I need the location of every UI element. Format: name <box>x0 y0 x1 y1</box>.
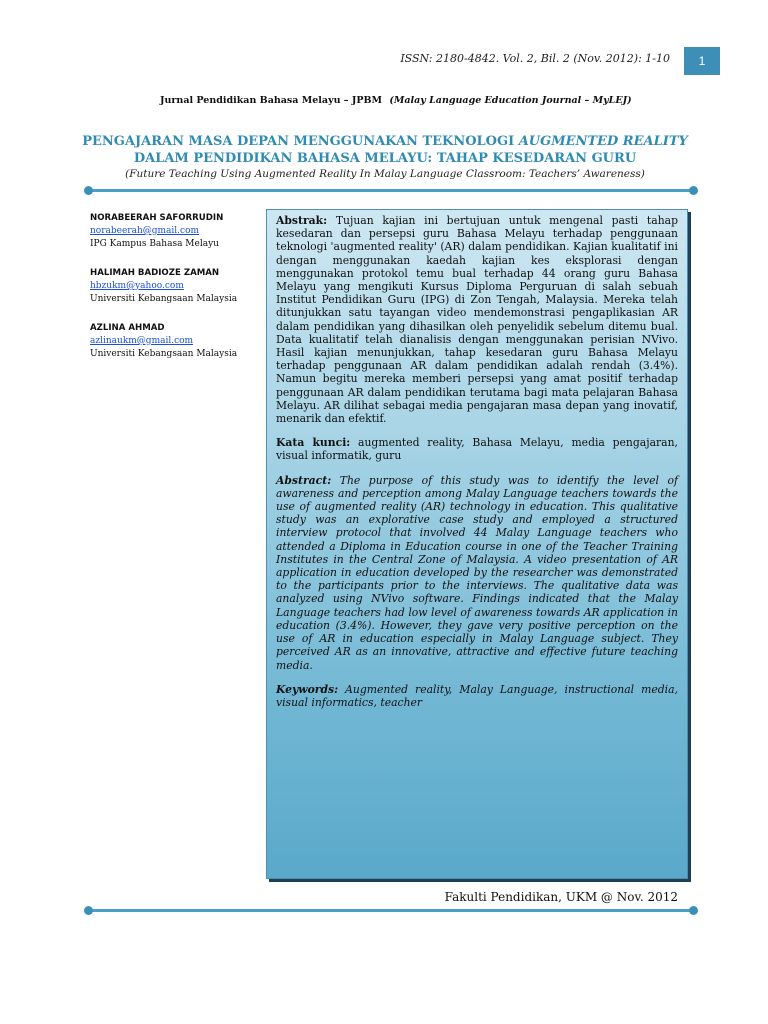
keywords-en-text: Augmented reality, Malay Language, instructional media, visual informatics, teacher <box>276 682 678 709</box>
author-email-link[interactable]: azlinaukm@gmail.com <box>90 336 194 346</box>
title-line-1 <box>60 133 710 150</box>
author-affiliation: Universiti Kebangsaan Malaysia <box>90 349 238 359</box>
footer-text: Fakulti Pendidikan, UKM @ Nov. 2012 <box>444 890 678 904</box>
abstract-ms-text: Tujuan kajian ini bertujuan untuk mengenal pasti tahap kesedaran dan persepsi guru Bahasa Melayu terhadap penggunaan teknologi 'augmented reality' (AR) dalam pendidikan. Kajian kualitatif ini dengan menggunakan kaedah kajian kes eksplorasi dengan menggunakan protokol temu bual terhadap 44 orang guru Bahasa Melayu yang mengikuti Kursus Diploma Perguruan di salah sebuah Institut Pendidikan Guru (IPG) di Zon Tengah, Malaysia. Mereka telah ditunjukkan satu tayangan video mendemonstrasi pengaplikasian AR dalam pendidikan yang dihasilkan oleh penyelidik sebelum ditemu bual. Data kualitatif telah dianalisis dengan menggunakan perisian NVivo. Hasil kajian menunjukkan, tahap kesedaran guru Bahasa Melayu terhadap penggunaan AR dalam pendidikan adalah rendah (3.4%). Namun begitu mereka memberi persepsi yang amat positif terhadap penggunaan AR dalam pendidikan terutama bagi mata pelajaran Bahasa Melayu. AR dilihat sebagai media pengajaran masa depan yang inovatif, menarik dan efektif. <box>276 214 678 426</box>
paper-title <box>60 133 710 167</box>
abstract-ms <box>276 214 678 425</box>
author-list <box>90 212 260 377</box>
title-line-1-italic: AUGMENTED REALITY <box>518 134 688 149</box>
abstract-en-text: The purpose of this study was to identify the level of awareness and perception among Malay Language teachers towards the use of augmented reality (AR) technology in education. This qualitative study was an explorative case study and employed a structured interview protocol that involved 44 Malay Language teachers who attended a Diploma in Education course in one of the Teacher Training Institutes in the Central Zone of Malaysia. A video presentation of AR application in education developed by the researcher was demonstrated to the participants prior to the interviews. The qualitative data was analyzed using NVivo software. Findings indicated that the Malay Language teachers had low level of awareness towards AR application in education (3.4%). However, they gave very positive perception on the use of AR in education especially in Malay Language subject. They perceived AR as an innovative, attractive and effective future teaching media. <box>276 473 678 672</box>
author-block <box>90 212 260 251</box>
keywords-ms-label: Kata kunci: <box>276 436 351 450</box>
abstract-en <box>276 474 678 672</box>
author-affiliation: IPG Kampus Bahasa Melayu <box>90 239 219 249</box>
bottom-divider <box>88 909 694 912</box>
author-name: NORABEERAH SAFORRUDIN <box>90 213 224 223</box>
author-email-link[interactable]: norabeerah@gmail.com <box>90 226 200 236</box>
abstract-box <box>266 209 688 879</box>
author-block <box>90 267 260 306</box>
top-divider <box>88 189 694 192</box>
keywords-en-label: Keywords: <box>276 682 339 696</box>
author-name: HALIMAH BADIOZE ZAMAN <box>90 268 220 278</box>
journal-name-ms: Jurnal Pendidikan Bahasa Melayu – JPBM <box>160 95 383 106</box>
paper-subtitle: (Future Teaching Using Augmented Reality In Malay Language Classroom: Teachers’ Awareness) <box>125 168 645 180</box>
title-line-1-main: PENGAJARAN MASA DEPAN MENGGUNAKAN TEKNOLOGI <box>82 134 519 149</box>
keywords-ms <box>276 436 678 462</box>
abstract-ms-label: Abstrak: <box>276 214 328 227</box>
issn-line: ISSN: 2180-4842. Vol. 2, Bil. 2 (Nov. 2012): 1-10 <box>400 52 670 65</box>
author-affiliation: Universiti Kebangsaan Malaysia <box>90 294 238 304</box>
keywords-ms-text: augmented reality, Bahasa Melayu, media pengajaran, visual informatik, guru <box>276 436 678 463</box>
abstract-en-label: Abstract: <box>276 473 332 487</box>
author-block <box>90 322 260 361</box>
title-line-2: DALAM PENDIDIKAN BAHASA MELAYU: TAHAP KESEDARAN GURU <box>133 151 637 166</box>
journal-name-en: (Malay Language Education Journal – MyLEJ) <box>389 95 632 106</box>
page-number-badge: 1 <box>684 47 720 75</box>
author-email-link[interactable]: hbzukm@yahoo.com <box>90 281 184 291</box>
author-name: AZLINA AHMAD <box>90 323 165 333</box>
keywords-en <box>276 683 678 709</box>
journal-name <box>160 95 632 106</box>
